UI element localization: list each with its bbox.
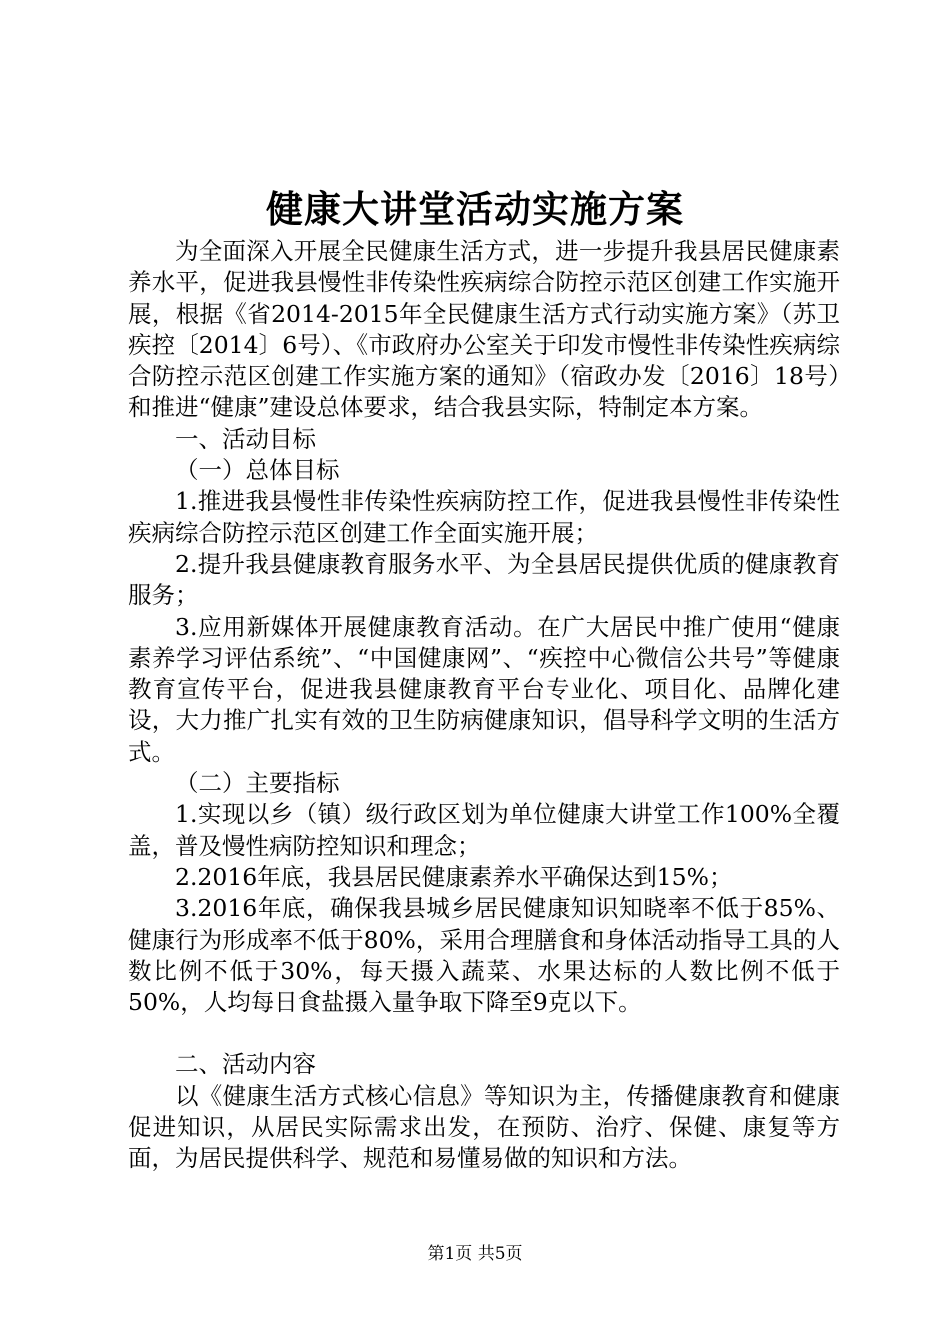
subsection-heading-overall-goals: （一）总体目标 [175,456,340,485]
section-heading-goals: 一、活动目标 [175,424,316,453]
document-body [128,236,840,1175]
indicator-item-3: 3.2016年底，确保我县城乡居民健康知识知晓率不低于85%、健康行为形成率不低于80%，采用合理膳食和身体活动指导工具的人数比例不低于30%，每天摄入蔬菜、水果达标的人数比例不低于50%，人均每日食盐摄入量争取下降至9克以下。 [128,894,840,1017]
indicator-item-2: 2.2016年底，我县居民健康素养水平确保达到15%； [175,862,733,891]
goal-item-1: 1.推进我县慢性非传染性疾病防控工作，促进我县慢性非传染性疾病综合防控示范区创建工作全面实施开展； [128,487,840,547]
goal-item-3: 3.应用新媒体开展健康教育活动。在广大居民中推广使用“健康素养学习评估系统”、“中国健康网”、“疾控中心微信公共号”等健康教育宣传平台，促进我县健康教育平台专业化、项目化、品牌化建设，大力推广扎实有效的卫生防病健康知识，倡导科学文明的生活方式。 [128,612,840,766]
section-heading-content: 二、活动内容 [175,1050,316,1079]
intro-paragraph: 为全面深入开展全民健康生活方式，进一步提升我县居民健康素养水平，促进我县慢性非传染性疾病综合防控示范区创建工作实施开展，根据《省2014-2015年全民健康生活方式行动实施方案》（苏卫疾控〔2014〕6号）、《市政府办公室关于印发市慢性非传染性疾病综合防控示范区创建工作实施方案的通知》（宿政办发〔2016〕18号）和推进“健康”建设总体要求，结合我县实际，特制定本方案。 [128,237,840,422]
indicator-item-1: 1.实现以乡（镇）级行政区划为单位健康大讲堂工作100%全覆盖，普及慢性病防控知识和理念； [128,800,840,860]
goal-item-2: 2.提升我县健康教育服务水平、为全县居民提供优质的健康教育服务； [128,549,840,610]
content-paragraph: 以《健康生活方式核心信息》等知识为主，传播健康教育和健康促进知识，从居民实际需求出发，在预防、治疗、保健、康复等方面，为居民提供科学、规范和易懂易做的知识和方法。 [128,1081,840,1173]
subsection-heading-main-indicators: （二）主要指标 [175,769,340,798]
page-number-footer: 第1页 共5页 [427,1244,523,1264]
document-title: 健康大讲堂活动实施方案 [266,187,684,231]
